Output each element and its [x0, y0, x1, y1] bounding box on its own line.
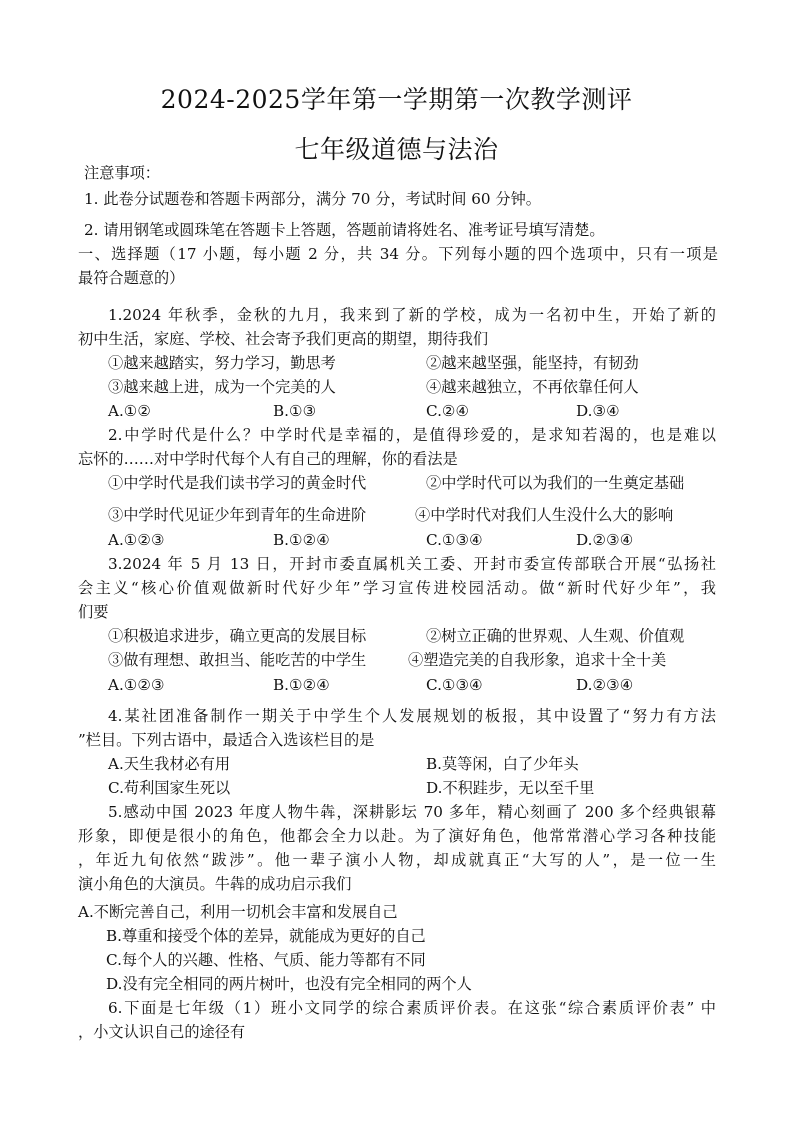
- exam-subject: 七年级道德与法治: [294, 135, 499, 164]
- q5-option-c: C.每个人的兴趣、性格、气质、能力等都有不同: [106, 951, 426, 969]
- q2-stem-line-2: 忘怀的……对中学时代每个人有自己的理解，你的看法是: [78, 450, 458, 468]
- q1-option-c: C.②④: [426, 402, 470, 420]
- q6-stem-line-2: ，小文认识自己的途径有: [78, 1023, 246, 1041]
- q3-statement-2: ②树立正确的世界观、人生观、价值观: [426, 627, 685, 645]
- q4-option-a: A.天生我材必有用: [108, 755, 231, 773]
- q2-statement-3: ③中学时代见证少年到青年的生命进阶: [108, 506, 367, 524]
- q3-statement-3: ③做有理想、敢担当、能吃苦的中学生: [108, 651, 367, 669]
- q6-stem-line-1: 6.下面是七年级（1）班小文同学的综合素质评价表。在这张“综合素质评价表” 中: [108, 999, 716, 1017]
- q5-stem-line-3: ，年近九旬依然“跋涉”。他一辈子演小人物，却成就真正“大写的人”，是一位一生: [78, 851, 716, 869]
- q3-option-c: C.①③④: [426, 676, 483, 694]
- section-heading-line-2: 最符合题意的）: [78, 269, 185, 287]
- q3-option-d: D.②③④: [576, 676, 634, 694]
- q5-stem-line-2: 形象，即便是很小的角色，他都会全力以赴。为了演好角色，他常常潜心学习各种技能: [78, 827, 716, 845]
- q1-option-b: B.①③: [273, 402, 317, 420]
- q4-stem-line-2: ”栏目。下列古语中，最适合入选该栏目的是: [78, 731, 375, 749]
- q3-stem-line-1: 3.2024 年 5 月 13 日，开封市委直属机关工委、开封市委宣传部联合开展“弘扬社: [108, 555, 716, 573]
- q1-statement-4: ④越来越独立，不再依靠任何人: [426, 378, 639, 396]
- q2-option-d: D.②③④: [576, 531, 634, 549]
- notice-item-2: 2. 请用钢笔或圆珠笔在答题卡上答题，答题前请将姓名、准考证号填写清楚。: [84, 221, 605, 239]
- q5-option-b: B.尊重和接受个体的差异，就能成为更好的自己: [106, 927, 426, 945]
- q3-statement-4: ④塑造完美的自我形象，追求十全十美: [408, 651, 667, 669]
- q1-statement-1: ①越来越踏实，努力学习，勤思考: [108, 354, 336, 372]
- q2-option-a: A.①②③: [108, 531, 165, 549]
- q3-stem-line-3: 们要: [78, 603, 109, 621]
- q1-statement-3: ③越来越上进，成为一个完美的人: [108, 378, 336, 396]
- notice-heading: 注意事项：: [84, 164, 160, 182]
- q3-option-b: B.①②④: [273, 676, 330, 694]
- q1-option-a: A.①②: [108, 402, 152, 420]
- q5-option-d: D.没有完全相同的两片树叶，也没有完全相同的两个人: [106, 975, 472, 993]
- q1-stem-line-2: 初中生活，家庭、学校、社会寄予我们更高的期望，期待我们: [78, 330, 489, 348]
- q2-statement-1: ①中学时代是我们读书学习的黄金时代: [108, 474, 367, 492]
- q1-statement-2: ②越来越坚强，能坚持，有韧劲: [426, 354, 639, 372]
- exam-title: 2024-2025学年第一学期第一次教学测评: [160, 85, 633, 114]
- q2-stem-line-1: 2.中学时代是什么？中学时代是幸福的，是值得珍爱的，是求知若渴的，也是难以: [108, 426, 716, 444]
- q2-option-c: C.①③④: [426, 531, 483, 549]
- q4-stem-line-1: 4.某社团准备制作一期关于中学生个人发展规划的板报，其中设置了“努力有方法: [108, 707, 716, 725]
- q3-statement-1: ①积极追求进步，确立更高的发展目标: [108, 627, 367, 645]
- q2-statement-2: ②中学时代可以为我们的一生奠定基础: [426, 474, 685, 492]
- q2-statement-4: ④中学时代对我们人生没什么大的影响: [415, 506, 674, 524]
- q4-option-d: D.不积跬步，无以至千里: [426, 779, 595, 797]
- q1-stem-line-1: 1.2024 年秋季，金秋的九月，我来到了新的学校，成为一名初中生，开始了新的: [108, 306, 716, 324]
- section-heading-line-1: 一、选择题（17 小题，每小题 2 分，共 34 分。下列每小题的四个选项中，只有一项是: [78, 245, 718, 263]
- q2-option-b: B.①②④: [273, 531, 330, 549]
- q4-option-b: B.莫等闲，白了少年头: [426, 755, 579, 773]
- q5-option-a: A.不断完善自己，利用一切机会丰富和发展自己: [78, 903, 398, 921]
- q3-stem-line-2: 会主义“核心价值观做新时代好少年”学习宣传进校园活动。做“新时代好少年”，我: [78, 579, 716, 597]
- q4-option-c: C.苟利国家生死以: [108, 779, 231, 797]
- q1-option-d: D.③④: [576, 402, 620, 420]
- q5-stem-line-4: 演小角色的大演员。牛犇的成功启示我们: [78, 875, 352, 893]
- q3-option-a: A.①②③: [108, 676, 165, 694]
- notice-item-1: 1. 此卷分试题卷和答题卡两部分，满分 70 分，考试时间 60 分钟。: [84, 190, 541, 208]
- q5-stem-line-1: 5.感动中国 2023 年度人物牛犇，深耕影坛 70 多年，精心刻画了 200 多个经典银幕: [108, 803, 716, 821]
